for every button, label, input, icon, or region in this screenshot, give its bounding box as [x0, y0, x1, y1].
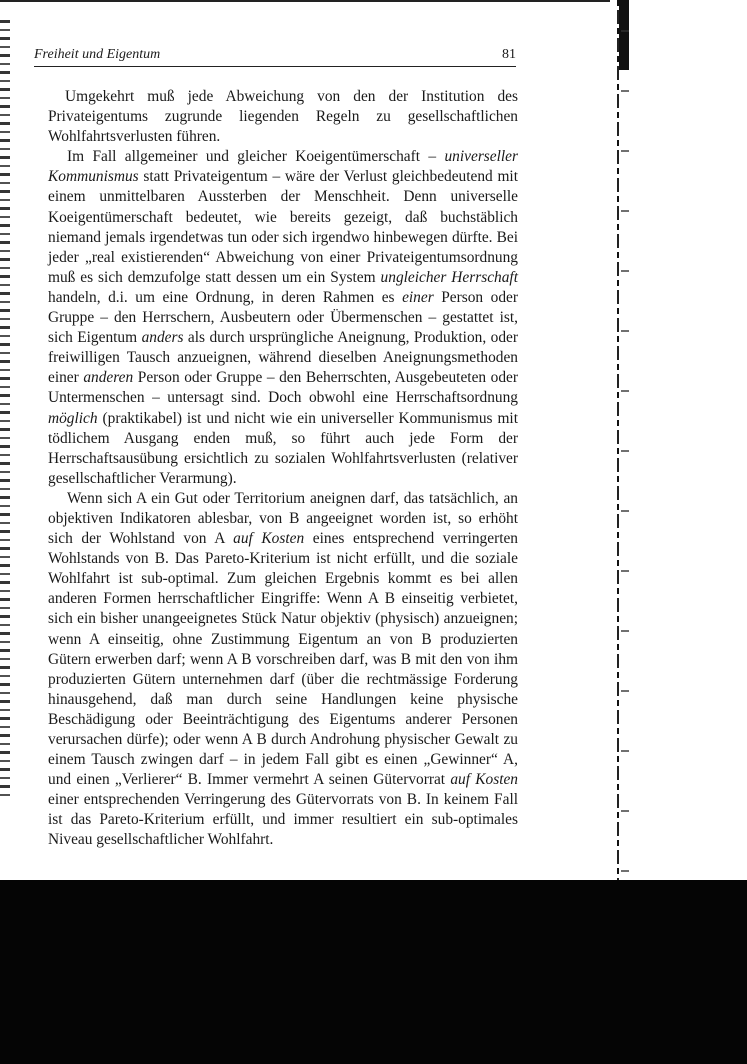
- body-text: [48, 87, 518, 851]
- emphasis-run: möglich: [48, 409, 98, 427]
- text-run: Im Fall allgemeiner und gleicher Koeigentümerschaft –: [67, 148, 445, 166]
- text-run: Umgekehrt muß jede Abweichung von den der Institution des Privateigentums zugrunde liegenden Regeln zu gesellschaftlichen Wohlfahrtsverlusten führen.: [48, 88, 518, 146]
- paragraph: [48, 147, 518, 489]
- page-number: 81: [502, 47, 516, 62]
- emphasis-run: anderen: [83, 369, 134, 387]
- text-run: Person oder Gruppe – den Herrschern, Ausbeutern oder Übermenschen – gestattet ist, sich Eigentum: [48, 288, 518, 347]
- scan-edge-strip: [621, 0, 629, 880]
- scan-edge-strip: [617, 0, 619, 880]
- text-run: eines entsprechend verringerten Wohlstands von B. Das Pareto-Kriterium ist nicht erfüllt, und die soziale Wohlfahrt ist sub-optimal. Zum gleichen Ergebnis kommt es bei allen anderen Formen herrschaftlicher Eingriffe: Wenn A B einseitig verbietet, sich ein bisher unangeeignetes Stück Natur objektiv (physisch) anzueignen; wenn A einseitig, ohne Zustimmung Eigentum an von B produzierten Gütern erwerben darf; wenn A B vorschreiben darf, was B mit den von ihm produzierten Gütern unternehmen darf (über die rechtmässige Forderung hinausgehend, daß man durch seine Handlungen keine physische Beschädigung oder Beeinträchtigung des Eigentums anderer Personen verursachen dürfe); oder wenn A B durch Androhung physischer Gewalt zu einem Tausch zwingen darf – in jedem Fall gibt es einen „Gewinner“ A, und einen „Verlierer“ B. Immer vermehrt A seinen Gütervorrat: [48, 530, 518, 789]
- emphasis-run: auf Kosten: [450, 771, 518, 789]
- emphasis-run: auf Kosten: [233, 530, 305, 548]
- text-run: Person oder Gruppe – den Beherrschten, Ausgebeuteten oder Untermenschen – untersagt sind. Doch obwohl eine Herrschaftsordnung: [48, 369, 519, 407]
- text-run: Wenn sich A ein Gut oder Territorium aneignen darf, das tatsächlich, an objektiven Indikatoren ablesbar, von B angeeignet worden ist, so erhöht sich der Wohlstand von A: [48, 489, 518, 548]
- scan-left-edge: [0, 20, 10, 800]
- text-run: (praktikabel) ist und nicht wie ein universeller Kommunismus mit tödlichem Ausgang enden muß, so führt auch jede Form der Herrschaftsausübung ersichtlich zu sozialen Wohlfahrtsverlusten (relativer gesellschaftlicher Verarmung).: [48, 409, 518, 487]
- text-run: statt Privateigentum – wäre der Verlust gleichbedeutend mit einem unmittelbaren Aussterben der Menschheit. Denn universelle Koeigentümerschaft bedeutet, wie bereits gezeigt, daß buchstäblich niemand jemals irgendetwas tun oder sich irgendwo hinbewegen dürfte. Bei jeder „real existierenden“ Abweichung von einer Privateigentumsordnung muß es sich demzufolge statt dessen um ein System: [48, 168, 518, 286]
- scan-right-edge: [617, 0, 747, 880]
- page-header: [34, 47, 516, 69]
- running-title: Freiheit und Eigentum: [34, 47, 161, 62]
- scan-top-edge: [0, 0, 610, 2]
- scan-dark-background: [0, 880, 747, 1064]
- header-rule: [34, 66, 516, 67]
- emphasis-run: ungleicher Herrschaft: [380, 268, 518, 286]
- emphasis-run: einer: [402, 288, 434, 306]
- emphasis-run: anders: [141, 329, 184, 347]
- paragraph: [48, 489, 518, 851]
- text-run: einer entsprechenden Verringerung des Gütervorrats von B. In keinem Fall ist das Pareto-Kriterium erfüllt, und immer resultiert ein sub-optimales Niveau gesellschaftlicher Wohlfahrt.: [48, 791, 518, 849]
- text-run: handeln, d.i. um eine Ordnung, in deren Rahmen es: [48, 288, 403, 306]
- text-run: als durch ursprüngliche Aneignung, Produktion, oder freiwilligen Tausch anzueignen, während dieselben Aneignungsmethoden einer: [48, 329, 518, 387]
- paragraph: [48, 87, 518, 147]
- emphasis-run: universeller Kommunismus: [48, 148, 518, 186]
